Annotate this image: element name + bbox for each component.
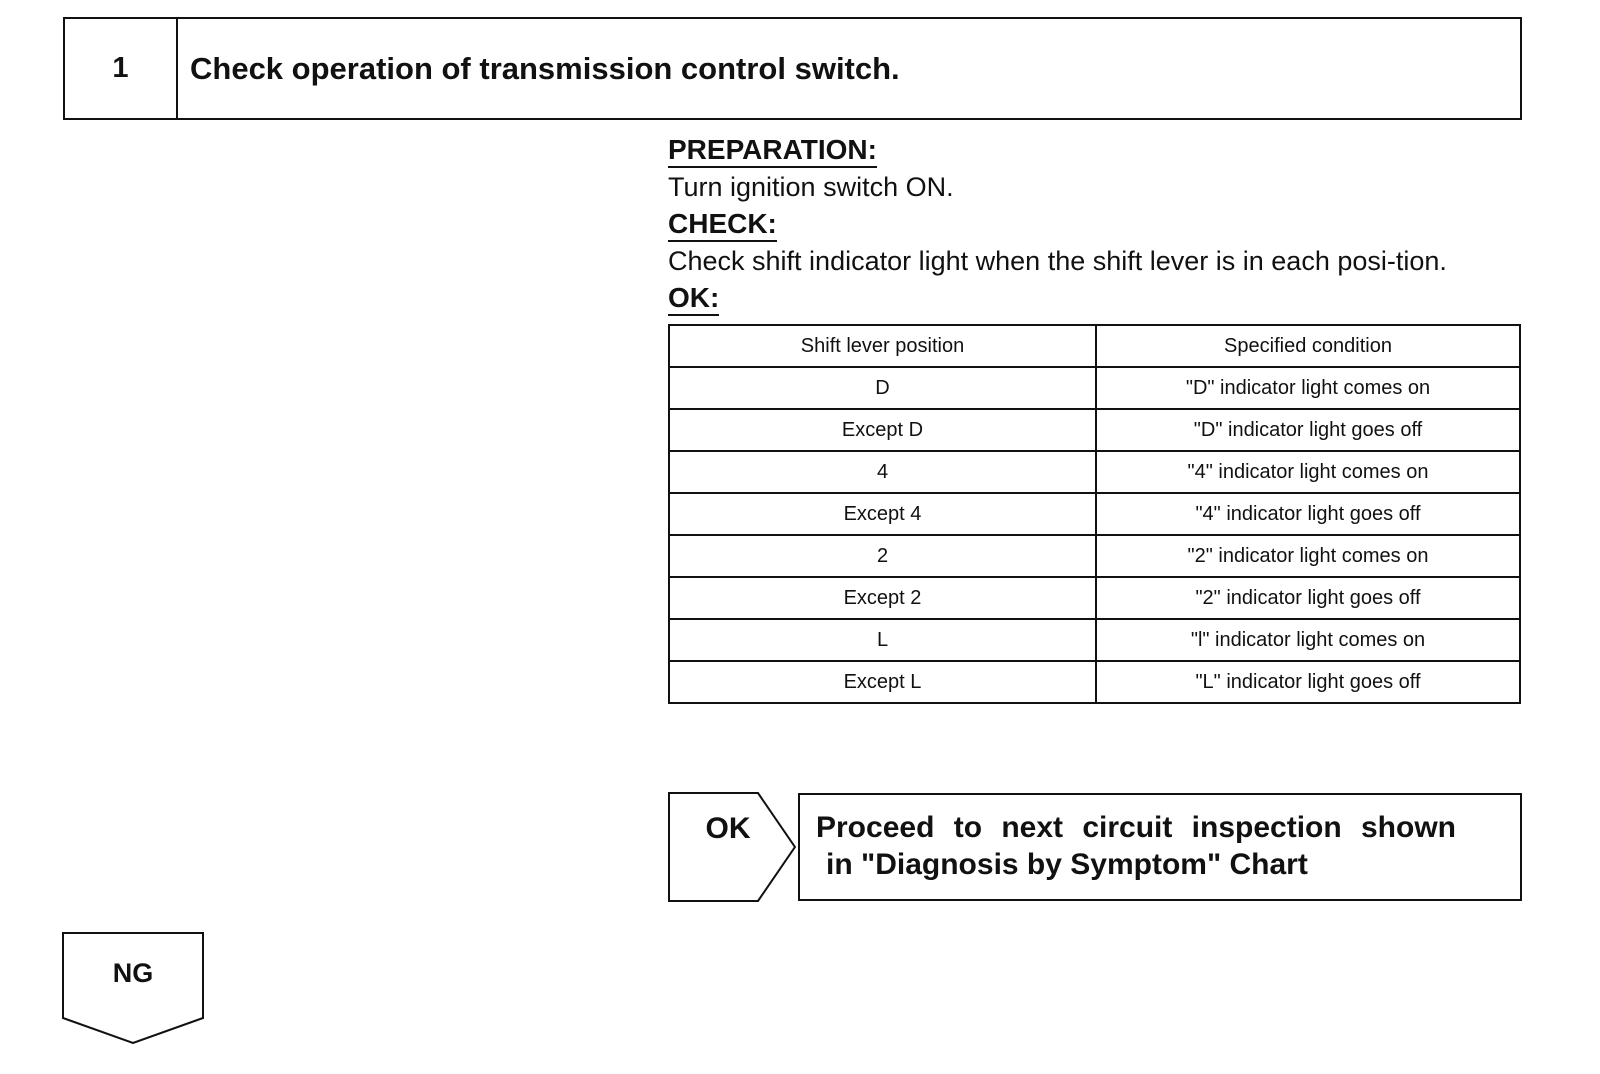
ok-arrow-icon [668,792,796,902]
table-row [669,619,1520,661]
table-row [669,661,1520,703]
position-cell: Except D [669,409,1096,451]
column-header-position: Shift lever position [669,325,1096,367]
condition-cell: "D" indicator light goes off [1096,409,1520,451]
check-text: Check shift indicator light when the shift lever is in each posi-tion. [668,246,1447,276]
ng-result-label: NG [112,958,154,988]
step-content [668,132,1521,704]
position-cell: Except 4 [669,493,1096,535]
table-header-row [669,325,1520,367]
condition-cell: "4" indicator light goes off [1096,493,1520,535]
table-row [669,451,1520,493]
condition-cell: "4" indicator light comes on [1096,451,1520,493]
spec-table [668,324,1521,704]
table-row [669,367,1520,409]
position-cell: D [669,367,1096,409]
position-cell: Except 2 [669,577,1096,619]
condition-cell: "2" indicator light comes on [1096,535,1520,577]
table-row [669,493,1520,535]
condition-cell: "L" indicator light goes off [1096,661,1520,703]
position-cell: Except L [669,661,1096,703]
preparation-text: Turn ignition switch ON. [668,172,954,202]
column-header-condition: Specified condition [1096,325,1520,367]
condition-cell: "2" indicator light goes off [1096,577,1520,619]
table-row [669,535,1520,577]
ok-result-text-line2: in "Diagnosis by Symptom" Chart [826,848,1308,881]
step-number: 1 [65,19,178,118]
condition-cell: "l" indicator light comes on [1096,619,1520,661]
step-title: Check operation of transmission control switch. [190,50,900,86]
table-row [669,409,1520,451]
condition-cell: "D" indicator light comes on [1096,367,1520,409]
position-cell: 4 [669,451,1096,493]
check-heading: CHECK: [668,206,777,242]
ok-result-text-line1: Proceed to next circuit inspection shown [816,811,1456,844]
ok-heading: OK: [668,280,719,316]
step-header [63,17,1522,120]
ok-result-label: OK [705,812,751,845]
position-cell: L [669,619,1096,661]
ok-result-box [798,793,1522,901]
table-row [669,577,1520,619]
position-cell: 2 [669,535,1096,577]
preparation-heading: PREPARATION: [668,132,877,168]
